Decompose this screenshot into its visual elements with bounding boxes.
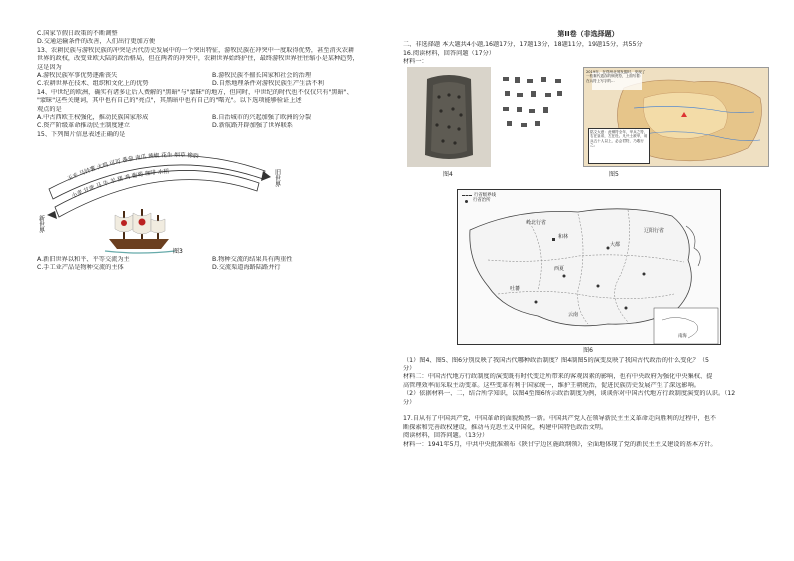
material-1-label: 材料一： [403,58,428,66]
map-label-xixia: 西夏 [554,265,565,272]
new-world-label: 新世界 [37,215,45,234]
question-14-options-row [37,122,387,130]
question-14-line: "蒙昧"这些关键词，其中也有自己的"亮点"，其黑暗中也有自己的"曙光"。以下选项能够验证上述 [37,97,302,105]
map-label-tubo: 吐蕃 [510,285,521,292]
question-text-line: 阅读材料，回答问题。（13分） [403,432,489,440]
dashed-line-icon [462,195,472,196]
question-14-options-row [37,114,387,122]
option-a: A.新旧世界以和平、平等交流为主 [37,256,130,264]
option-a: A.中古西欧王权强化，推动民族国家形成 [37,113,149,121]
figure-5-caption: 图5 [609,170,619,178]
question-text-line: 材料二：中国古代地方行政制度的演变既有时代变迁所带来的客观因素的影响，也有中央政府为强化中央集权、提 [403,373,713,381]
top-arc-label: 玉米 马铃薯 火鸡 可可 番茄 南瓜 辣椒 花生 烟草 橡胶 [66,152,199,183]
question-text-line: 断探索和完善政权建设，推动马克思主义中国化，构建中国特色政治文明。 [403,423,608,431]
figure-5-inscription-box: 铭文大意：此铜符全年，甲兵之符，右在皇帝，左在杜。凡兴士被甲，用兵五十人以上，必会君符，乃敢行之。 [588,128,650,164]
old-world-label: 旧世界 [273,169,281,188]
option-d: D.交流渠道海路陆路并行 [212,264,281,272]
map-label-liaoyang: 辽阳行省 [644,227,665,234]
capital-marker-icon [552,238,555,241]
question-text-line: 分） [403,398,416,406]
option-d: D.自然地理条件对游牧民族生产生活不利 [212,80,324,88]
species-exchange-illustration [37,141,297,256]
figure-5-note: 2019年，在郑州北郊发掘时，发现了一枚秦代遗存的铜虎符，上面写着：在兵符上写字的... [586,69,646,83]
option-c: C.手工业产品是物种交流的主体 [37,264,124,272]
question-15-options-row [37,264,387,272]
figure-4-caption: 图4 [443,170,453,178]
legend-label: 行省级界线 [474,192,496,198]
figure-3-caption: 图3 [173,248,183,256]
sailing-ship-icon [105,209,175,253]
question-13-options-row [37,80,387,88]
question-13-options-row [37,72,387,80]
question-text-line: 材料一：1941年5月，中共中央批准颁布《陕甘宁边区施政纲领》，全面地体现了党的新民主主义建设的基本方针。 [403,440,717,448]
option-line: C.国家节假日政策的不断调整 [37,30,118,37]
figure-4 [407,67,491,167]
question-text-line: 高管理效率而采取主动变革。这些变革有利于国家统一，维护王朝统治，促进民族历史发展产生了深远影响。 [403,381,700,389]
question-13-line: 这是因为 [37,63,62,71]
dot-icon [465,200,468,203]
figure-5 [583,67,769,167]
question-13-line: 13、农耕民族与游牧民族的冲突是古代历史发展中的一个突出特征，游牧民族在冲突中一度取得优势，甚至消灭农耕 [37,46,355,54]
figure-6-caption: 图6 [583,346,593,354]
option-b: B.物种交流的结果具有两重性 [212,256,293,264]
question-13-line: 世界的政权，改变亚欧大陆的政治格局，但在两者的冲突中，农耕世界始终护住，最终游牧世界往往缩小是某种趋势， [37,55,359,63]
yuan-provinces-map [457,189,721,345]
option-a: A.游牧民族军事优势逐渐丧失 [37,71,118,79]
map-label-yunnan: 云南 [568,311,579,318]
arrow-right-icon [261,171,271,181]
map-legend [462,193,496,204]
map-label-lingbei: 岭北行省 [526,219,547,226]
inscription-glyphs [497,71,575,137]
section-instructions: 二、非选择题 本大题共4小题,16题17分，17题13分，18题11分，19题15分，共55分 [403,41,643,49]
left-column [37,30,387,273]
option-d: D.新航路开辟加强了世界联系 [212,122,293,130]
blank-line [403,407,773,415]
map-label-helin: 和林 [558,233,569,240]
option-c: C.农耕世界在技术、组织和文化上的优势 [37,80,149,88]
option-b: B.自治城市的兴起加强了欧洲的分裂 [212,113,312,121]
inscription-rubbing [497,71,575,137]
question-text-line: 17.自从有了中国共产党，中国革命的面貌焕然一新。中国共产党人在领导新民主主义革命走向胜利的过程中，也不 [403,415,717,423]
legend-item-seat [462,198,496,204]
map-label-dadu: 大都 [610,241,621,248]
question-text-line: （1）图4、图5、图6分别反映了我国古代哪种政治制度？图4制图5的演变反映了我国古代政治的什么变化？（5 [403,356,709,364]
arrow-left-icon [47,211,57,219]
option-line: D.交通运输条件的改善，人们出行更加方便 [37,38,156,46]
question-text-line: 分） [403,365,416,372]
question-14-line: 观点的是 [37,105,62,113]
question-16-head: 16.阅读材料，回答问题（17分） [403,49,495,57]
map-label-nanhai: 南海 [678,333,687,339]
option-b: B.游牧民族不擅长国家和社会的治理 [212,71,312,79]
figure-3 [37,141,387,256]
bronze-tally-photo [407,67,491,167]
question-text-line: （2）依据材料一、二，结合所学知识，以图4至图6所示政治制度为例，谈谈你对中国古代地方行政制度演变的认识。（12 [403,390,736,398]
right-column [403,30,773,449]
legend-label: 行省治所 [473,198,491,204]
bottom-arc-label: 小麦 甘蔗 马 牛 羊 猪 鸡 葡萄 咖啡 水稻 [71,169,170,200]
question-14-line: 14、中世纪的欧洲，确实有诸多让后人费解的"黑暗"与"蒙昧"的地方，但同时，中世纪的时代也不仅仅只有"黑暗"、 [37,88,353,96]
figures-4-5 [403,67,773,185]
figure-6 [403,189,773,357]
provinces-map-drawing [458,190,721,345]
section-title: 第II卷（非选择题） [557,30,619,38]
question-15-options-row [37,256,387,264]
option-c: C.资产阶级革命推动民主制度建立 [37,122,130,130]
question-15-stem: 15、下列图片信息表述正确的是 [37,130,126,138]
